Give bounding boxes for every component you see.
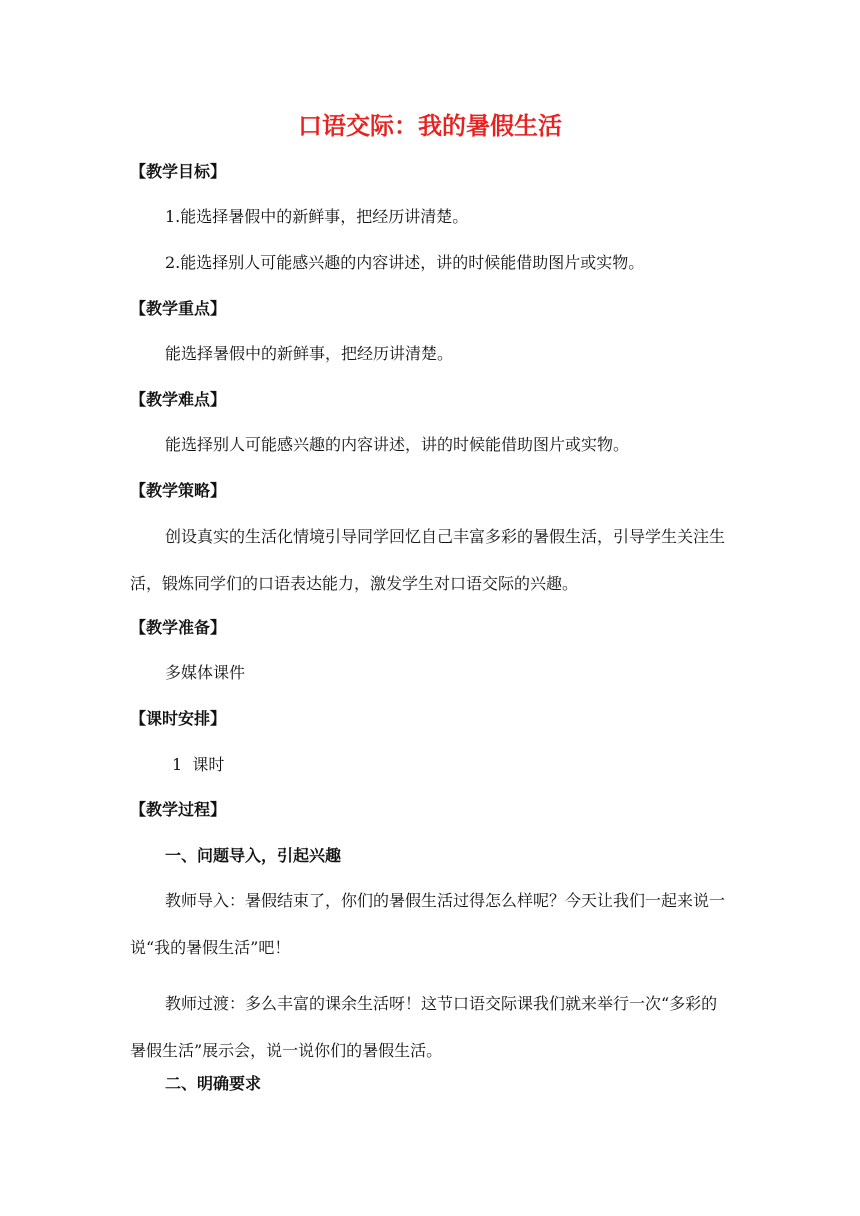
key-points-heading: 【教学重点】 [130, 299, 227, 318]
difficulties-text: 能选择别人可能感兴趣的内容讲述，讲的时候能借助图片或实物。 [165, 435, 630, 454]
process-step1-title: 一、问题导入，引起兴趣 [165, 846, 342, 865]
preparation-heading: 【教学准备】 [130, 618, 227, 637]
key-points-text: 能选择暑假中的新鲜事，把经历讲清楚。 [165, 344, 454, 363]
schedule-text: 1 课时 [172, 755, 225, 774]
process-step2-title: 二、明确要求 [165, 1074, 262, 1093]
process-step1-para1: 教师导入：暑假结束了，你们的暑假生活过得怎么样呢？今天让我们一起来说一说“我的暑假生活”吧！ [130, 891, 726, 957]
objective-item-2: 2.能选择别人可能感兴趣的内容讲述，讲的时候能借助图片或实物。 [165, 253, 645, 272]
objective-item-1: 1.能选择暑假中的新鲜事，把经历讲清楚。 [165, 207, 469, 226]
document-title: 口语交际：我的暑假生活 [298, 112, 562, 140]
strategy-heading: 【教学策略】 [130, 481, 227, 500]
preparation-text: 多媒体课件 [165, 663, 246, 682]
process-heading: 【教学过程】 [130, 800, 227, 819]
process-step1-para2: 教师过渡：多么丰富的课余生活呀！这节口语交际课我们就来举行一次“多彩的暑假生活”展示会，说一说你们的暑假生活。 [130, 994, 718, 1060]
objectives-heading: 【教学目标】 [130, 162, 227, 181]
difficulties-heading: 【教学难点】 [130, 390, 227, 409]
strategy-text: 创设真实的生活化情境引导同学回忆自己丰富多彩的暑假生活，引导学生关注生活，锻炼同学们的口语表达能力，激发学生对口语交际的兴趣。 [130, 527, 726, 593]
schedule-heading: 【课时安排】 [130, 709, 227, 728]
